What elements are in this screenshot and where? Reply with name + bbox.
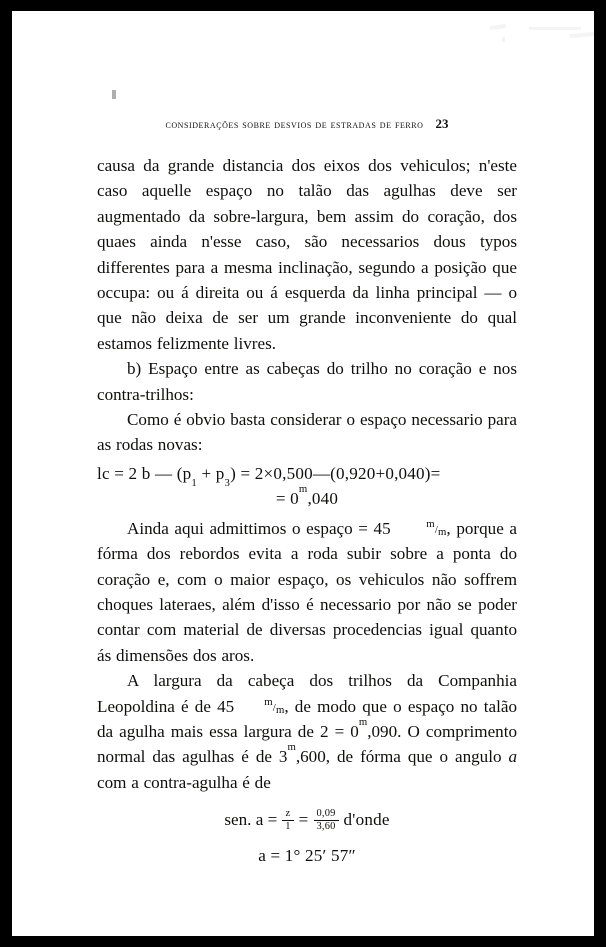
paragraph-largura-part-4: ,600, de fórma que o angulo [295, 747, 509, 767]
equation-lc-line-2 [97, 483, 517, 511]
equation-lc-line-1 [97, 461, 517, 489]
mm-denominator: m [275, 703, 285, 716]
paragraph-ainda-aqui [97, 516, 517, 668]
scan-speck [112, 90, 116, 99]
mm-numerator: m [264, 695, 273, 708]
millimeter-per-meter-unit [396, 519, 446, 538]
paragraph-largura-part-5: com a contra-agulha é de [97, 772, 271, 792]
fraction-numerator: z [285, 808, 291, 820]
running-head-title: considerações sobre desvios de estradas de ferro [165, 118, 424, 131]
mm-slash: / [434, 523, 438, 536]
running-head [97, 116, 517, 132]
meter-unit-superscript: m [298, 483, 308, 495]
page-sheet [12, 11, 594, 936]
paragraph-largura-part-1: A largura da cabeça dos trilhos da Companhia Leopoldina é de 45 [97, 671, 517, 716]
fraction-denominator: 3,60 [314, 820, 339, 832]
mm-numerator: m [426, 517, 435, 530]
fraction-009-over-360 [314, 808, 339, 832]
equation-lc [97, 461, 517, 512]
scan-artifact [490, 24, 506, 30]
paragraph-continuation: causa da grande distancia dos eixos dos vehiculos; n'este caso aquelle espaço no talão das agulhas deve ser augmentado da sobre-largura, bem assim do coração, dos quaes ainda n'esse caso, são necessarios dous typos differentes para a mesma inclinação, segundo a posição que occupa: ou á direita ou á esquerda da linha principal — o que não deixa de ser um grande inconveniente do qual estamos felizmente livres. [97, 156, 517, 353]
meter-unit-superscript: m [287, 741, 296, 754]
paragraph-largura-part-2: , de modo que o espaço no talão da agulha mais essa largura de 2 = 0 [97, 696, 517, 741]
equation-sine-lead: sen. a = [224, 810, 278, 830]
equation-lc-result-prefix: = 0 [275, 489, 299, 509]
mm-denominator: m [438, 525, 447, 538]
equation-sine-equals: = [298, 810, 309, 830]
mm-slash: / [272, 701, 276, 714]
equation-lc-result-value: ,040 [307, 489, 339, 509]
equation-lc-subscript-2: 3 [224, 476, 231, 489]
scan-artifact [502, 37, 505, 42]
paragraph-ainda-aqui-part-2: , porque a fórma dos rebordos evita a roda subir sobre a ponta do coração e, com o maior espaço, os vehiculos não soffrem choques lateraes, além d'isso é necessario por não se poder contar com material de diversas procedencias igual quanto ás dimensões dos aros. [97, 518, 517, 665]
paragraph-ainda-aqui-part-1: Ainda aqui admittimos o espaço = 45 [127, 518, 397, 538]
equation-sine-line [97, 807, 517, 833]
equation-sine-tail: d'onde [343, 810, 390, 830]
scan-artifact [529, 27, 581, 30]
page-number: 23 [435, 116, 449, 131]
equation-lc-plus: + p [196, 463, 225, 483]
angle-variable-a: a [508, 747, 518, 767]
paragraph-largura-part-3: ,090. O comprimento normal das agulhas é de 3 [97, 721, 517, 767]
fraction-denominator: 1 [282, 820, 293, 832]
text-column [97, 116, 517, 878]
fraction-numerator: 0,09 [316, 808, 336, 820]
paragraph-item-b: b) Espaço entre as cabeças do trilho no coração e nos contra-trilhos: [97, 359, 517, 404]
paragraph-como-e-obvio: Como é obvio basta considerar o espaço necessario para as rodas novas: [97, 410, 517, 455]
fraction-z-over-1 [282, 808, 293, 832]
equation-lc-rhs: ) = 2×0,500—(0,920+0,040)= [230, 463, 441, 483]
equation-angle-result: a = 1° 25′ 57″ [258, 846, 356, 865]
equation-lc-subscript-1: 1 [191, 476, 197, 489]
equation-lc-lhs: lc = 2 b — (p [97, 463, 192, 483]
paragraph-largura-cabeca [97, 668, 517, 795]
equation-sine [97, 807, 517, 868]
scan-artifact [570, 32, 594, 38]
millimeter-per-meter-unit [234, 697, 284, 716]
meter-unit-superscript: m [358, 715, 368, 728]
